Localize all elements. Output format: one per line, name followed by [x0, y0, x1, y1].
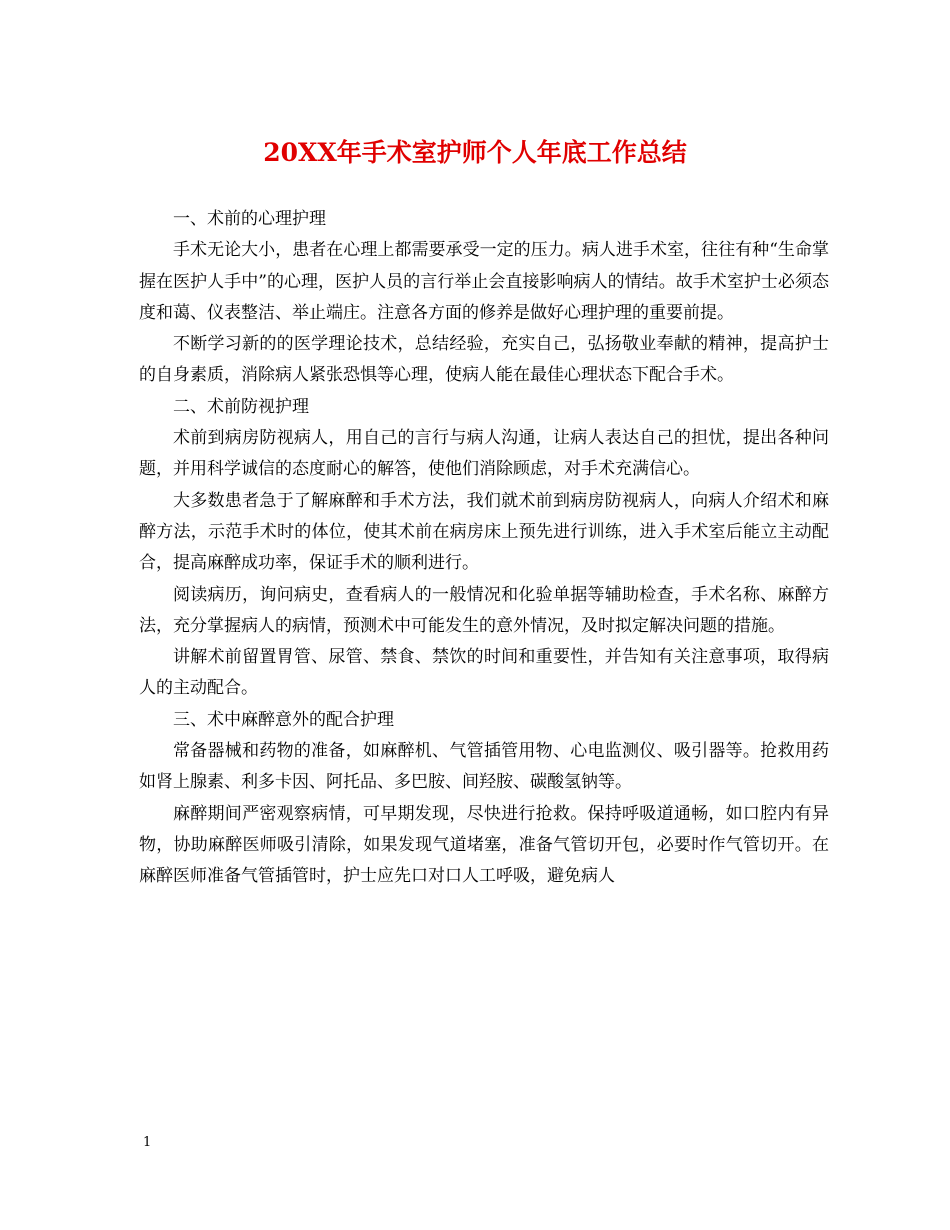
document-title: 20XX年手术室护师个人年底工作总结	[263, 138, 687, 167]
paragraph: 麻醉期间严密观察病情，可早期发现，尽快进行抢救。保持呼吸道通畅，如口腔内有异物，协助麻醉医师吸引清除，如果发现气道堵塞，准备气管切开包，必要时作气管切开。在麻醉医师准备气管插管时，护士应先口对口人工呼吸，避免病人	[139, 803, 829, 887]
paragraph: 不断学习新的的医学理论技术，总结经验，充实自己，弘扬敬业奉献的精神，提高护士的自身素质，消除病人紧张恐惧等心理，使病人能在最佳心理状态下配合手术。	[139, 334, 829, 386]
paragraph: 术前到病房防视病人，用自己的言行与病人沟通，让病人表达自己的担忧，提出各种问题，并用科学诚信的态度耐心的解答，使他们消除顾虑，对手术充满信心。	[139, 428, 829, 480]
paragraph: 大多数患者急于了解麻醉和手术方法，我们就术前到病房防视病人，向病人介绍术和麻醉方法，示范手术时的体位，使其术前在病房床上预先进行训练，进入手术室后能立主动配合，提高麻醉成功率，保证手术的顺利进行。	[139, 490, 829, 574]
paragraph: 阅读病历，询问病史，查看病人的一般情况和化验单据等辅助检查，手术名称、麻醉方法，充分掌握病人的病情，预测术中可能发生的意外情况，及时拟定解决问题的措施。	[139, 584, 829, 636]
paragraph: 常备器械和药物的准备，如麻醉机、气管插管用物、心电监测仪、吸引器等。抢救用药如肾上腺素、利多卡因、阿托品、多巴胺、间羟胺、碳酸氢钠等。	[139, 741, 829, 793]
page-number: 1	[143, 1135, 152, 1150]
document-body	[139, 204, 829, 893]
section-heading: 三、术中麻醉意外的配合护理	[173, 709, 394, 730]
section-heading: 一、术前的心理护理	[173, 209, 326, 229]
section-heading: 二、术前防视护理	[173, 396, 309, 417]
paragraph: 手术无论大小，患者在心理上都需要承受一定的压力。病人进手术室，往往有种“生命掌握在医护人手中”的心理，医护人员的言行举止会直接影响病人的情结。故手术室护士必须态度和蔼、仪表整洁、举止端庄。注意各方面的修养是做好心理护理的重要前提。	[139, 240, 829, 323]
paragraph: 讲解术前留置胃管、尿管、禁食、禁饮的时间和重要性，并告知有关注意事项，取得病人的主动配合。	[139, 647, 829, 699]
